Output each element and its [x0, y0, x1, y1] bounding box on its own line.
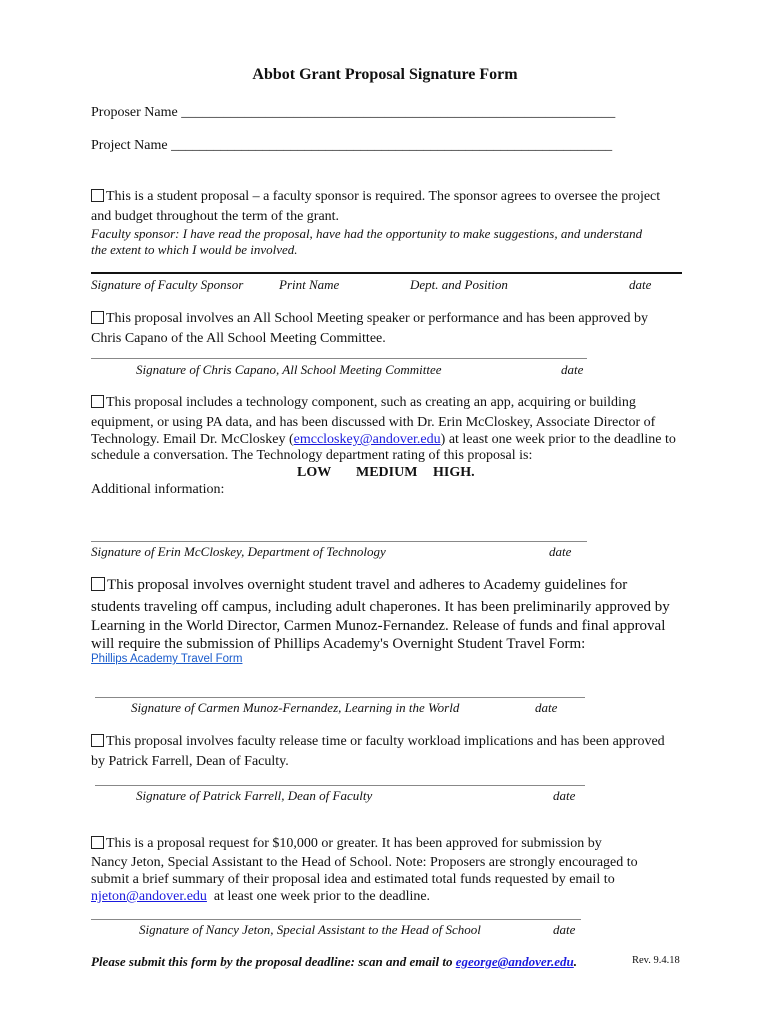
asm-signature-label: Signature of Chris Capano, All School Meeting Committee — [136, 362, 442, 377]
dean-signature-label: Signature of Patrick Farrell, Dean of Faculty — [136, 788, 373, 803]
s2-text2: Chris Capano of the All School Meeting Committee. — [91, 331, 386, 346]
technology-option — [91, 394, 636, 412]
proposer-name-field[interactable]: Proposer Name ______________________________________________________________ — [91, 105, 616, 120]
s4-text4: will require the submission of Phillips Academy's Overnight Student Travel Form: — [91, 636, 586, 652]
rating-low[interactable]: LOW — [297, 465, 332, 480]
jeton-email-link[interactable]: njeton@andover.edu — [91, 889, 207, 904]
technology-checkbox[interactable] — [91, 395, 104, 408]
travel-form-link[interactable]: Phillips Academy Travel Form — [91, 653, 243, 665]
faculty-release-option — [91, 733, 665, 751]
travel-option — [91, 576, 627, 595]
mccloskey-email-link[interactable]: emccloskey@andover.edu — [293, 432, 441, 447]
student-proposal-option — [91, 188, 660, 206]
s4-text3: Learning in the World Director, Carmen Munoz-Fernandez. Release of funds and final approval — [91, 618, 666, 634]
faculty-sponsor-acknowledgement-1: Faculty sponsor: I have read the proposal, have had the opportunity to make suggestions, and understand — [91, 226, 643, 241]
dean-signature-line[interactable] — [95, 785, 585, 786]
submission-instructions — [91, 953, 577, 970]
s3-text3b: ) at least one week prior to the deadline to — [440, 432, 676, 447]
s6-text1: This is a proposal request for $10,000 or greater. It has been approved for submission by — [106, 836, 602, 851]
s1-date-label: date — [629, 277, 652, 292]
s6-text4b: at least one week prior to the deadline. — [206, 889, 431, 904]
s3-date-label: date — [549, 544, 572, 559]
technology-signature-label: Signature of Erin McCloskey, Department of Technology — [91, 544, 386, 559]
s5-date-label: date — [553, 788, 576, 803]
jeton-signature-label: Signature of Nancy Jeton, Special Assistant to the Head of School — [139, 922, 481, 937]
faculty-sponsor-acknowledgement-2: the extent to which I would be involved. — [91, 242, 298, 257]
s3-text4: schedule a conversation. The Technology department rating of this proposal is: — [91, 448, 533, 463]
s5-text2: by Patrick Farrell, Dean of Faculty. — [91, 754, 289, 769]
s6-text4 — [91, 888, 430, 906]
large-request-option — [91, 835, 602, 853]
form-title: Abbot Grant Proposal Signature Form — [252, 66, 518, 83]
s4-date-label: date — [535, 700, 558, 715]
s6-date-label: date — [553, 922, 576, 937]
asm-checkbox[interactable] — [91, 311, 104, 324]
revision-label: Rev. 9.4.18 — [632, 955, 680, 966]
technology-signature-line[interactable] — [91, 541, 587, 542]
s1-text1: This is a student proposal – a faculty sponsor is required. The sponsor agrees to oversee the project — [106, 189, 661, 204]
travel-signature-label: Signature of Carmen Munoz-Fernandez, Learning in the World — [131, 700, 460, 715]
additional-info-label: Additional information: — [91, 482, 225, 497]
asm-option — [91, 310, 648, 328]
rating-medium[interactable]: MEDIUM — [356, 465, 418, 480]
s6-text3: submit a brief summary of their proposal idea and estimated total funds requested by email to — [91, 872, 615, 887]
s6-text2: Nancy Jeton, Special Assistant to the Head of School. Note: Proposers are strongly encouraged to — [91, 855, 638, 870]
s3-text3a: Technology. Email Dr. McCloskey ( — [91, 432, 294, 447]
faculty-release-checkbox[interactable] — [91, 734, 104, 747]
faculty-sponsor-signature-label: Signature of Faculty Sponsor — [91, 277, 244, 292]
large-request-checkbox[interactable] — [91, 836, 104, 849]
s4-text1: This proposal involves overnight student travel and adheres to Academy guidelines for — [107, 577, 628, 593]
s1-text2: and budget throughout the term of the grant. — [91, 209, 340, 224]
egeorge-email-link[interactable]: egeorge@andover.edu — [455, 954, 574, 969]
faculty-sponsor-signature-line[interactable] — [91, 272, 682, 274]
dept-position-label: Dept. and Position — [410, 277, 508, 292]
rating-high[interactable]: HIGH. — [433, 465, 475, 480]
s4-text2: students traveling off campus, including adult chaperones. It has been preliminarily approved by — [91, 599, 670, 615]
student-proposal-checkbox[interactable] — [91, 189, 104, 202]
project-name-field[interactable]: Project Name _______________________________________________________________ — [91, 138, 613, 153]
s5-text1: This proposal involves faculty release time or faculty workload implications and has been approved — [106, 734, 665, 749]
travel-checkbox[interactable] — [91, 577, 105, 591]
s3-text1: This proposal includes a technology component, such as creating an app, acquiring or building — [106, 395, 636, 410]
print-name-label: Print Name — [279, 277, 340, 292]
jeton-signature-line[interactable] — [91, 919, 581, 920]
footer-period: . — [573, 954, 578, 969]
footer-text: Please submit this form by the proposal deadline: scan and email to — [91, 954, 456, 969]
s2-date-label: date — [561, 362, 584, 377]
s2-text1: This proposal involves an All School Meeting speaker or performance and has been approved by — [106, 311, 648, 326]
travel-signature-line[interactable] — [95, 697, 585, 698]
s3-text2: equipment, or using PA data, and has been discussed with Dr. Erin McCloskey, Associate Director of — [91, 415, 656, 430]
asm-signature-line[interactable] — [91, 358, 587, 359]
